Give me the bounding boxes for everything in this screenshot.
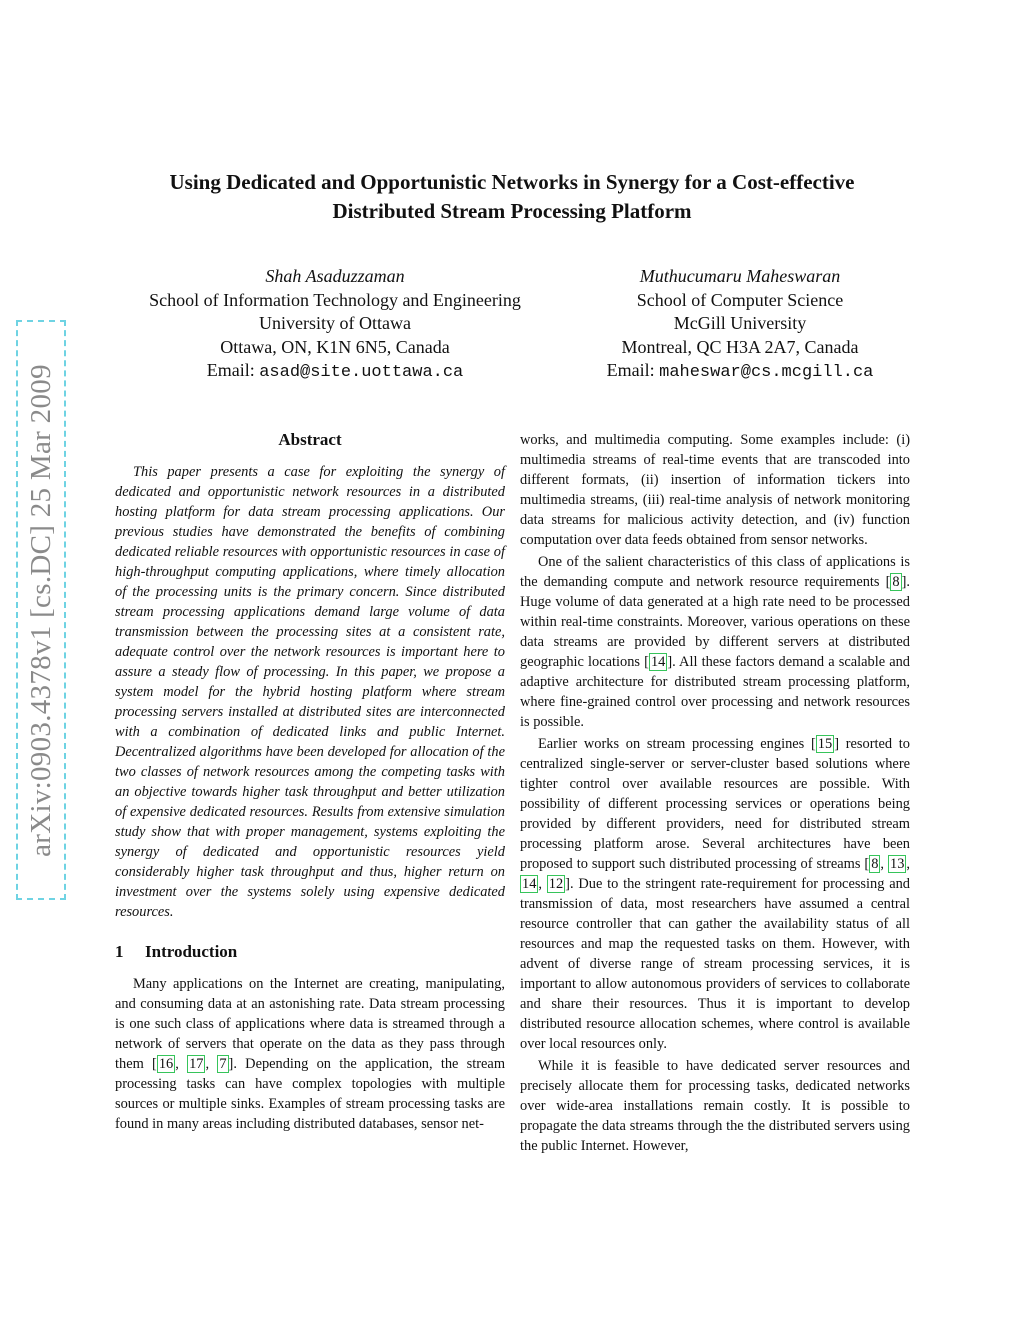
paragraph: While it is feasible to have dedicated server resources and precisely allocate them for processing tasks, dedicated networks over wide-area installations remain costly. It is possible to propagate the data streams through the the distributed servers using the public Internet. However, <box>520 1058 910 1154</box>
arxiv-identifier-stamp <box>16 320 66 900</box>
paragraph <box>520 552 910 732</box>
abstract-heading: Abstract <box>278 430 342 449</box>
citation-link[interactable]: 12 <box>548 876 564 892</box>
author-email-line <box>565 359 915 385</box>
citation-link[interactable]: 8 <box>871 856 879 872</box>
left-column <box>115 430 505 1136</box>
author-block-2 <box>565 265 915 385</box>
citation-link[interactable]: 17 <box>189 1056 204 1072</box>
paragraph-text: ]. Depending on the application, the stream processing tasks can have complex topologies with multiple sources or multiple sinks. Examples of stream processing tasks are found in many areas including distributed databases, sensor net- <box>115 1056 506 1132</box>
citation-link[interactable]: 7 <box>219 1056 227 1072</box>
citation-link[interactable]: 8 <box>892 574 900 590</box>
citation-link[interactable]: 15 <box>817 736 833 752</box>
paragraph-text: Many applications on the Internet are creating, manipulating, and consuming data at an astonishing rate. Data stream processing is one such class of applications where data is streamed through a network of servers that operate on the data as they pass through them [ <box>115 976 505 1072</box>
arxiv-identifier-text: arXiv:0903.4378v1 [cs.DC] 25 Mar 2009 <box>24 363 57 857</box>
author-email-line <box>115 359 555 385</box>
right-column <box>520 430 910 1158</box>
author-address: Ottawa, ON, K1N 6N5, Canada <box>220 336 450 357</box>
author-block-1 <box>115 265 555 385</box>
paper-title-line-1: Using Dedicated and Opportunistic Networks in Synergy for a Cost-effective <box>169 170 855 194</box>
author-email: asad@site.uottawa.ca <box>259 363 464 382</box>
section-heading <box>115 942 505 962</box>
author-email: maheswar@cs.mcgill.ca <box>659 363 874 382</box>
paragraph-text: ] resorted to centralized single-server or server-cluster based solutions where tighter control over available resources are possible. With possibility of different processing services or operations being provided by different providers, need for distributed stream processing platform arose. Several architectures have been proposed to support such distributed processing of streams [ <box>520 736 910 872</box>
paragraph-text: ]. All these factors demand a scalable and adaptive architecture for distributed stream processing platform, where fine-grained control over processing and network resources is possible. <box>520 654 910 730</box>
author-name: Shah Asaduzzaman <box>265 266 405 286</box>
paragraph: Many applications on the Internet are creating, manipulating, and consuming data at an astonishing rate. Data stream processing is one such class of applications where data is streamed through a network of servers that operate on the data as they pass through them [ 16 , 17 , 7 ]. Depending on the application, the stream processing tasks can have complex topologies with multiple sources or multiple sinks. Examples of stream processing tasks are found in many areas including distributed databases, sensor net- <box>115 976 506 1132</box>
author-affiliation: School of Computer Science <box>636 289 844 310</box>
paragraph: Earlier works on stream processing engines [ 15 ] resorted to centralized single-server or server-cluster based solutions where tighter control over available resources are possible. With possibility of different processing services or operations being provided by different providers, need for distributed stream processing platform arose. Several architectures have been proposed to support such distributed processing of streams [ 8 , 13 , 14 , 12 ]. Due to the stringent rate-requirement for processing and transmission of data, most researchers have assumed a central resource controller that can gather the availability status of all resources and map the requested tasks on them. However, with advent of diverse range of stream processing services, it is important to allow autonomous providers of services to collaborate and share their resources. Thus it is important to develop distributed resource allocation schemes, where control is available over local resources only. <box>520 736 911 1052</box>
author-name: Muthucumaru Maheswaran <box>639 266 841 286</box>
citation-link[interactable]: 13 <box>890 856 905 872</box>
paper-title-line-2: Distributed Stream Processing Platform <box>332 199 692 223</box>
citation-link[interactable]: 14 <box>650 654 666 670</box>
paragraph-text: ]. Huge volume of data generated at a high rate need to be processed within real-time constraints. Moreover, various operations on these data streams are provided by different servers at distributed geographic locations [ <box>520 574 910 670</box>
paragraph-text: ]. Due to the stringent rate-requirement for processing and transmission of data, most researchers have assumed a central resource controller that can gather the availability status of all resources and map the requested tasks on them. However, with advent of diverse range of stream processing services, it is important to allow autonomous providers of services to collaborate and share their resources. Thus it is important to develop distributed resource allocation schemes, where control is available over local resources only. <box>520 876 910 1052</box>
section-title: Introduction <box>145 942 238 961</box>
citation-link[interactable]: 14 <box>522 876 537 892</box>
author-affiliation: School of Information Technology and Engineering <box>149 289 521 310</box>
paragraph-text: One of the salient characteristics of this class of applications is the demanding compute and network resource requirements [ <box>520 554 910 590</box>
paragraph-text: Earlier works on stream processing engines [ <box>538 736 816 752</box>
citation-link[interactable]: 16 <box>158 1056 174 1072</box>
paragraph: works, and multimedia computing. Some examples include: (i) multimedia streams of real-time events that are transcoded into different formats, (ii) insertion of information tickers into multimedia streams, (iii) real-time analysis of network monitoring data streams for malicious activity detection, and (iv) function computation over data feeds obtained from sensor networks. <box>520 432 910 548</box>
section-number: 1 <box>115 942 124 961</box>
paper-title <box>110 168 914 226</box>
author-address: Montreal, QC H3A 2A7, Canada <box>621 336 859 357</box>
author-email-label: Email: <box>606 360 655 380</box>
abstract-text: This paper presents a case for exploiting the synergy of dedicated and opportunistic network resources in a distributed hosting platform for data stream processing applications. Our previous studies have demonstrated the benefits of combining dedicated reliable resources with opportunistic resources in case of high-throughput computing applications, where timely allocation of the processing units is the primary concern. Since distributed stream processing applications demand large volume of data transmission between the processing sites at a consistent rate, adequate control over the network resources is important here to assure a steady flow of processing. In this paper, we propose a system model for the hybrid hosting platform where stream processing servers installed at distributed sites are interconnected with a combination of dedicated links and public Internet. Decentralized algorithms have been developed for allocation of the two classes of network resources among the competing tasks with an objective towards higher task throughput and better utilization of expensive dedicated resources. Results from extensive simulation study show that with proper management, systems exploiting the synergy of dedicated and opportunistic resources yield considerably higher task throughput and thus, higher return on investment over the systems solely using expensive dedicated resources. <box>115 464 505 920</box>
author-email-label: Email: <box>206 360 255 380</box>
author-institution: University of Ottawa <box>259 313 411 333</box>
author-institution: McGill University <box>673 313 807 333</box>
